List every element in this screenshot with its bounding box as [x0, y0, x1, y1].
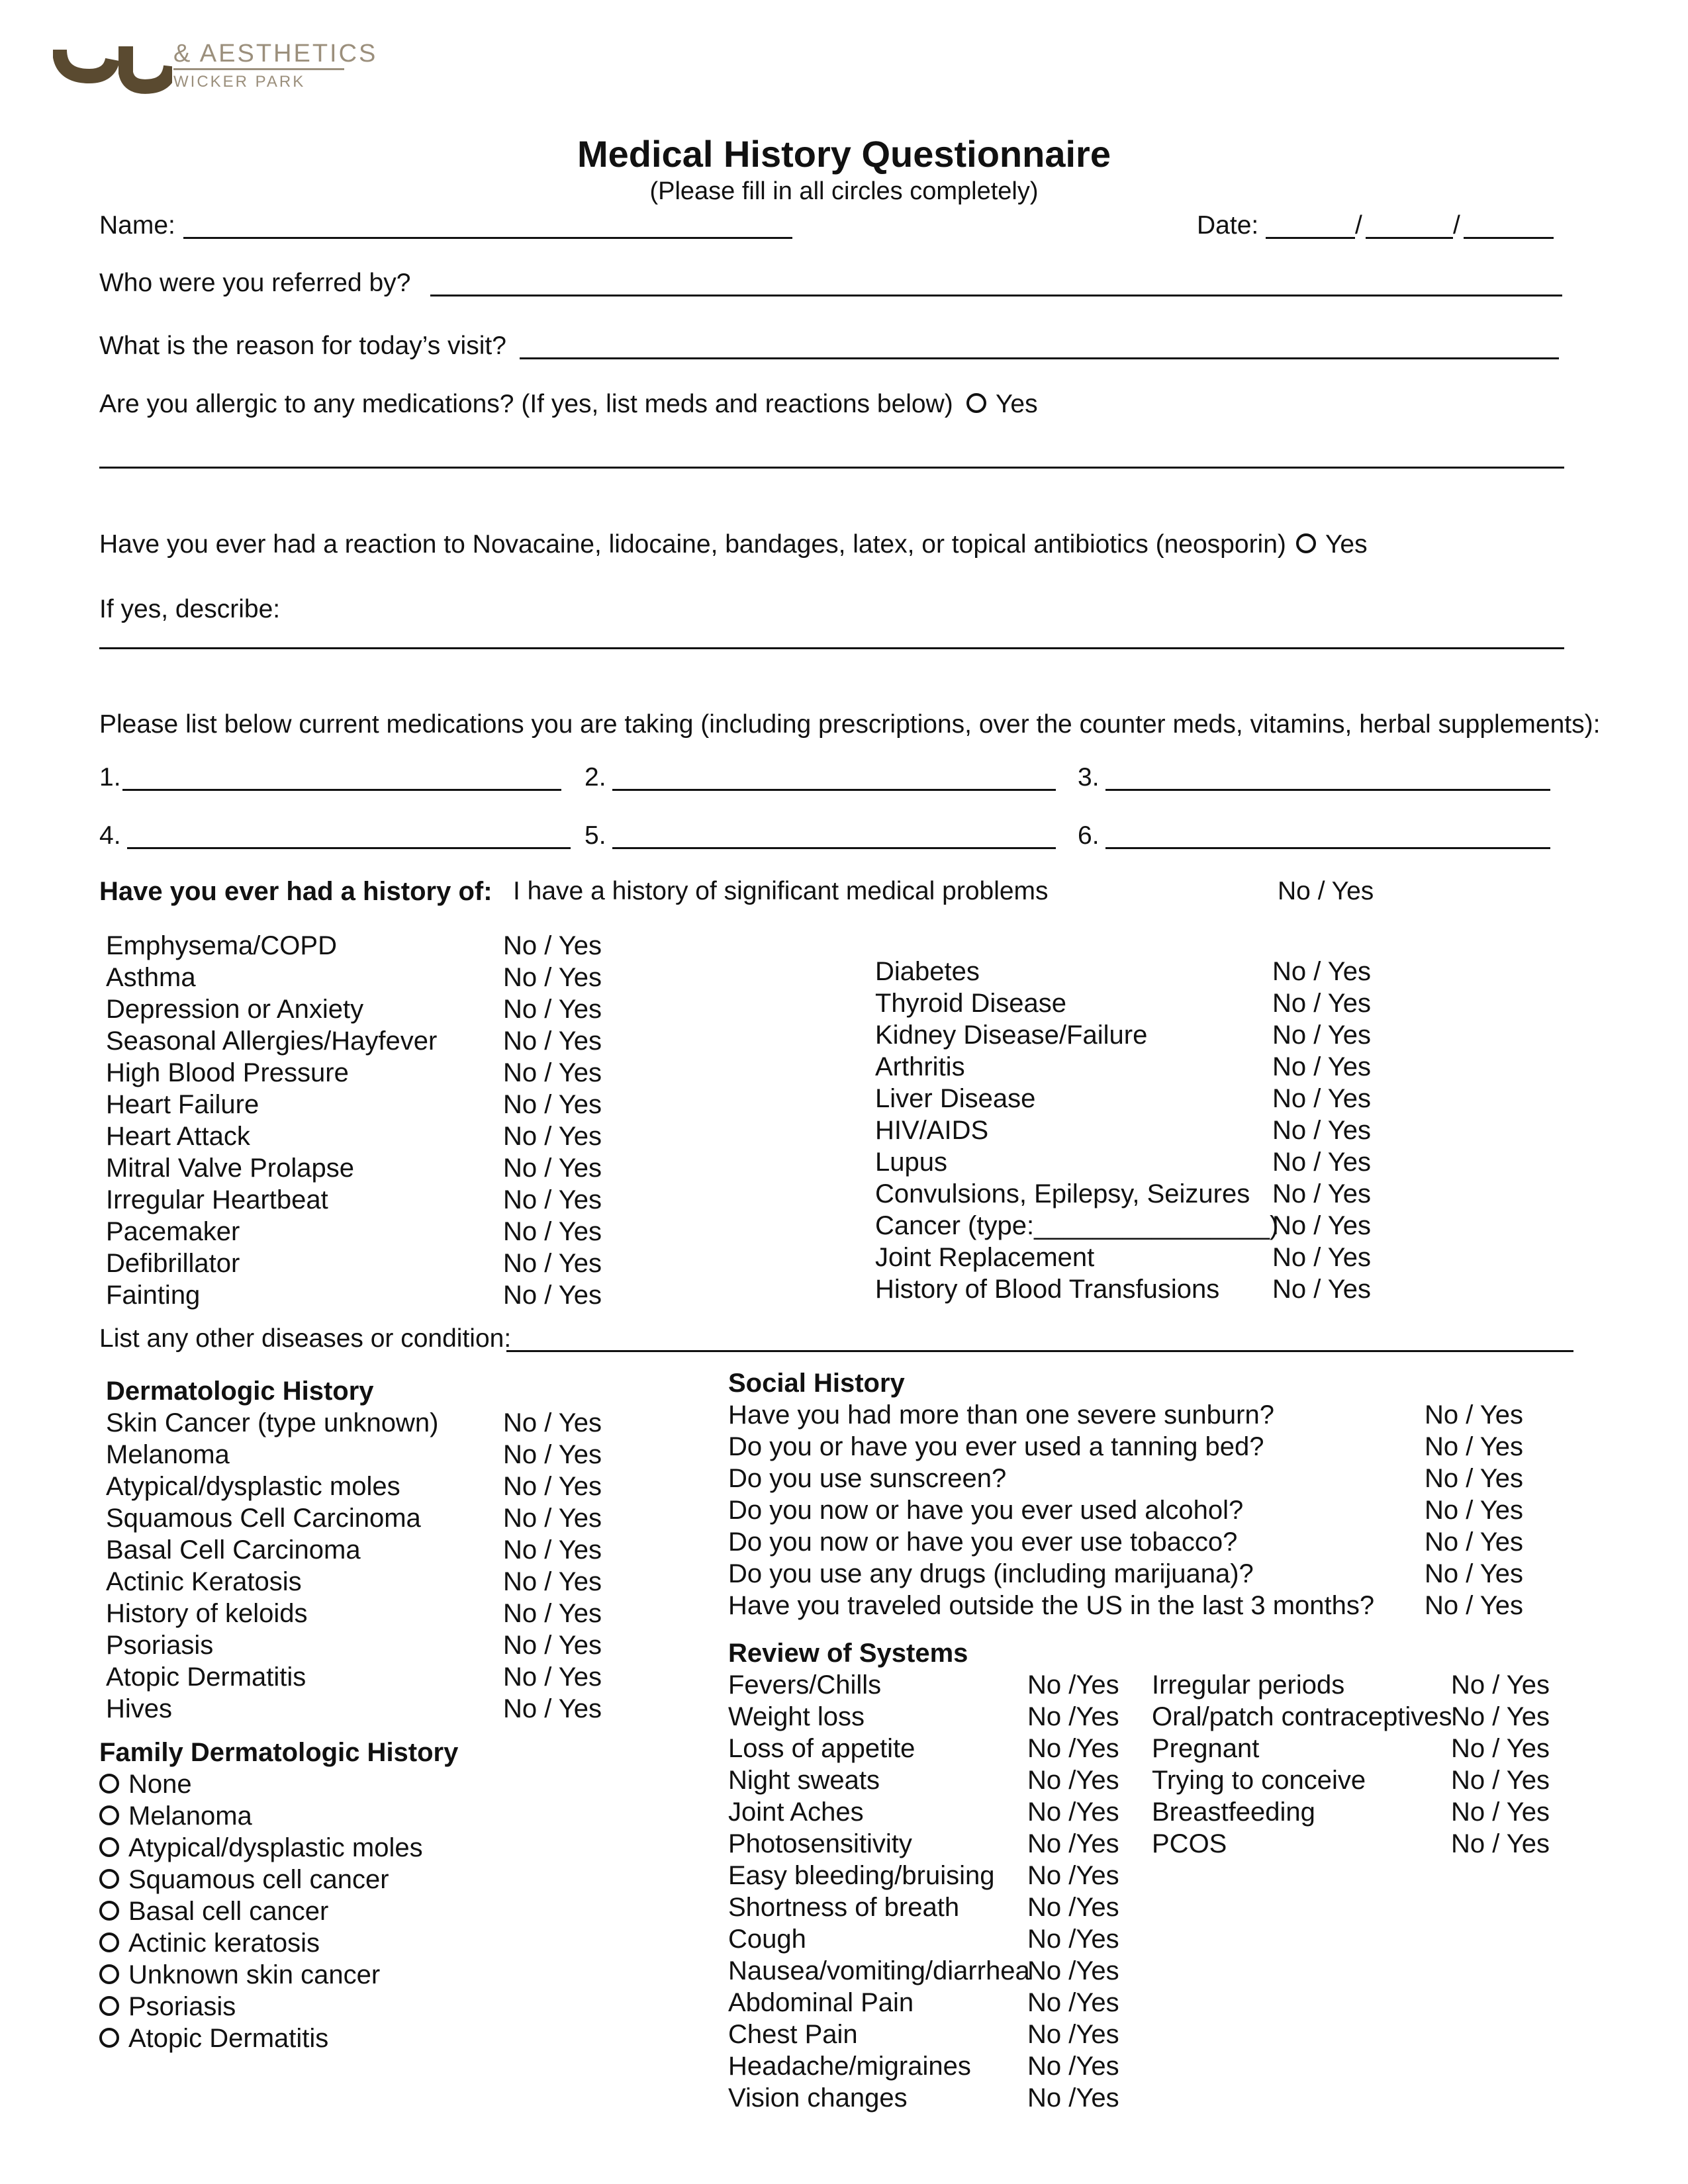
list-item: Asthma No / Yes — [106, 963, 602, 992]
list-item: Pregnant No / Yes — [1152, 1734, 1550, 1763]
yes-no-choice[interactable]: No / Yes — [503, 1185, 602, 1214]
yes-no-choice[interactable]: No /Yes — [1027, 2083, 1119, 2113]
med-number: 5. — [585, 821, 606, 850]
radio-circle-icon — [99, 1933, 119, 1952]
social-history-list — [728, 1399, 1523, 1621]
list-item: Heart Failure No / Yes — [106, 1090, 602, 1119]
family-history-option[interactable]: Melanoma — [99, 1800, 423, 1832]
yes-no-choice[interactable]: No / Yes — [1425, 1496, 1524, 1525]
list-item: Loss of appetite No /Yes — [728, 1734, 1119, 1763]
yes-no-choice[interactable]: No / Yes — [503, 1535, 602, 1565]
list-item: Easy bleeding/bruising No /Yes — [728, 1861, 1119, 1890]
list-item: Heart Attack No / Yes — [106, 1122, 602, 1151]
yes-no-choice[interactable]: No / Yes — [1425, 1527, 1524, 1557]
yes-no-choice[interactable]: No / Yes — [1425, 1559, 1524, 1588]
med-number: 1. — [99, 763, 121, 792]
list-item: Convulsions, Epilepsy, Seizures No / Yes — [875, 1179, 1372, 1208]
date-label: Date: — [1197, 211, 1259, 240]
list-item: Chest Pain No /Yes — [728, 2020, 1119, 2049]
yes-no-choice[interactable]: No / Yes — [1425, 1464, 1524, 1493]
yes-no-choice[interactable]: No / Yes — [1451, 1829, 1550, 1858]
list-item: Do you use sunscreen? No / Yes — [728, 1464, 1524, 1493]
medications-label: Please list below current medications you are taking (including prescriptions, over the counter meds, vitamins, herbal supplements): — [99, 710, 1601, 739]
allergic-label: Are you allergic to any medications? (If yes, list meds and reactions below) — [99, 390, 953, 418]
significant-problems-label: I have a history of significant medical problems — [513, 877, 1049, 905]
other-conditions-field[interactable] — [506, 1350, 1573, 1352]
page-subtitle: (Please fill in all circles completely) — [649, 177, 1039, 205]
yes-no-choice[interactable]: No / Yes — [503, 1026, 602, 1056]
list-item: Night sweats No /Yes — [728, 1766, 1119, 1795]
date-year-field[interactable] — [1464, 237, 1554, 239]
family-history-option[interactable]: Actinic keratosis — [99, 1927, 423, 1959]
yes-no-choice[interactable]: No / Yes — [1425, 1400, 1524, 1430]
yes-no-choice[interactable]: No / Yes — [503, 1631, 602, 1660]
yes-no-choice[interactable]: No /Yes — [1027, 1925, 1119, 1954]
list-item: Have you traveled outside the US in the last 3 months? No / Yes — [728, 1591, 1524, 1620]
radio-circle-icon — [99, 1869, 119, 1889]
family-history-list — [99, 1768, 423, 2054]
list-item: Melanoma No / Yes — [106, 1440, 602, 1469]
list-item: Do you now or have you ever used alcohol? No / Yes — [728, 1496, 1524, 1525]
list-item: Headache/migraines No /Yes — [728, 2052, 1119, 2081]
yes-no-choice[interactable]: No / Yes — [1272, 1084, 1372, 1113]
family-history-option[interactable]: Atopic Dermatitis — [99, 2023, 423, 2054]
list-item: Irregular periods No / Yes — [1152, 1670, 1550, 1700]
list-item: Liver Disease No / Yes — [875, 1084, 1372, 1113]
allergic-yes-option[interactable]: Yes — [966, 389, 1038, 420]
referred-label: Who were you referred by? — [99, 269, 411, 297]
list-item: Trying to conceive No / Yes — [1152, 1766, 1550, 1795]
list-item: Photosensitivity No /Yes — [728, 1829, 1119, 1858]
brand-name: & AESTHETICS — [173, 40, 378, 68]
family-history-option[interactable]: None — [99, 1768, 423, 1800]
list-item: Diabetes No / Yes — [875, 957, 1372, 986]
ros-left-list — [728, 1669, 1119, 2114]
yes-no-choice[interactable]: No /Yes — [1027, 1734, 1119, 1763]
yes-no-choice[interactable]: No / Yes — [503, 1504, 602, 1533]
list-item: Abdominal Pain No /Yes — [728, 1988, 1119, 2017]
list-item: Actinic Keratosis No / Yes — [106, 1567, 602, 1596]
list-item: Joint Aches No /Yes — [728, 1797, 1119, 1827]
yes-no-choice[interactable]: No / Yes — [1272, 1179, 1372, 1208]
list-item: Lupus No / Yes — [875, 1148, 1372, 1177]
yes-no-choice[interactable]: No / Yes — [1425, 1591, 1524, 1620]
history-heading: Have you ever had a history of: — [99, 877, 492, 906]
referred-field[interactable] — [430, 295, 1562, 296]
yes-no-choice[interactable]: No /Yes — [1027, 1797, 1119, 1827]
yes-no-choice[interactable]: No / Yes — [503, 1090, 602, 1119]
list-item: Mitral Valve Prolapse No / Yes — [106, 1154, 602, 1183]
yes-no-choice[interactable]: No /Yes — [1027, 1702, 1119, 1731]
medication-5-field[interactable] — [612, 847, 1056, 849]
yes-no-choice[interactable]: No / Yes — [503, 1662, 602, 1692]
list-item: HIV/AIDS No / Yes — [875, 1116, 1372, 1145]
med-number: 4. — [99, 821, 121, 850]
list-item: Have you had more than one severe sunburn? No / Yes — [728, 1400, 1524, 1430]
yes-no-choice[interactable]: No / Yes — [503, 1408, 602, 1437]
name-field[interactable] — [183, 237, 792, 239]
list-item: Basal Cell Carcinoma No / Yes — [106, 1535, 602, 1565]
yes-no-choice[interactable]: No / Yes — [503, 1217, 602, 1246]
yes-no-choice[interactable]: No /Yes — [1027, 1956, 1119, 1985]
list-item: Cancer (type:________________)No / Yes — [875, 1211, 1372, 1240]
family-history-option[interactable]: Unknown skin cancer — [99, 1959, 423, 1991]
yes-no-choice[interactable]: No / Yes — [503, 1122, 602, 1151]
describe-field[interactable] — [99, 647, 1564, 649]
med-number: 6. — [1078, 821, 1100, 850]
radio-circle-icon — [1296, 533, 1316, 553]
list-item: Seasonal Allergies/Hayfever No / Yes — [106, 1026, 602, 1056]
significant-problems-choice[interactable]: No / Yes — [1278, 877, 1374, 905]
yes-no-choice[interactable]: No / Yes — [1272, 1021, 1372, 1050]
list-item: Weight loss No /Yes — [728, 1702, 1119, 1731]
yes-no-choice[interactable]: No /Yes — [1027, 1766, 1119, 1795]
yes-no-choice[interactable]: No / Yes — [503, 1599, 602, 1628]
yes-no-choice[interactable]: No / Yes — [503, 1694, 602, 1723]
yes-no-choice[interactable]: No /Yes — [1027, 1988, 1119, 2017]
yes-no-choice[interactable]: No / Yes — [503, 1567, 602, 1596]
yes-no-choice[interactable]: No /Yes — [1027, 1861, 1119, 1890]
radio-circle-icon — [99, 1774, 119, 1794]
yes-no-choice[interactable]: No / Yes — [1272, 1148, 1372, 1177]
yes-no-choice[interactable]: No / Yes — [1451, 1670, 1550, 1700]
history-left-list — [106, 930, 602, 1311]
list-item: Vision changes No /Yes — [728, 2083, 1119, 2113]
radio-circle-icon — [99, 1901, 119, 1921]
reason-label: What is the reason for today’s visit? — [99, 332, 506, 360]
list-item: Oral/patch contraceptivesNo / Yes — [1152, 1702, 1550, 1731]
family-history-option[interactable]: Psoriasis — [99, 1991, 423, 2023]
yes-no-choice[interactable]: No /Yes — [1027, 2052, 1119, 2081]
list-item: Breastfeeding No / Yes — [1152, 1797, 1550, 1827]
derm-history-heading: Dermatologic History — [106, 1377, 374, 1406]
reason-field[interactable] — [520, 357, 1559, 359]
yes-no-choice[interactable]: No / Yes — [503, 1472, 602, 1501]
yes-no-choice[interactable]: No / Yes — [1451, 1766, 1550, 1795]
yes-no-choice[interactable]: No / Yes — [1451, 1734, 1550, 1763]
yes-no-choice[interactable]: No /Yes — [1027, 1893, 1119, 1922]
list-item: Hives No / Yes — [106, 1694, 602, 1723]
radio-circle-icon — [99, 2028, 119, 2048]
yes-no-choice[interactable]: No / Yes — [503, 1440, 602, 1469]
yes-no-choice[interactable]: No /Yes — [1027, 2020, 1119, 2049]
radio-circle-icon — [99, 1837, 119, 1857]
list-item: Defibrillator No / Yes — [106, 1249, 602, 1278]
list-item: Shortness of breath No /Yes — [728, 1893, 1119, 1922]
family-history-option[interactable]: Squamous cell cancer — [99, 1864, 423, 1895]
list-item: Do you or have you ever used a tanning bed? No / Yes — [728, 1432, 1524, 1461]
review-of-systems-heading: Review of Systems — [728, 1639, 968, 1668]
yes-no-choice[interactable]: No / Yes — [1272, 957, 1372, 986]
family-history-heading: Family Dermatologic History — [99, 1738, 459, 1767]
list-item: Do you now or have you ever use tobacco? No / Yes — [728, 1527, 1524, 1557]
list-item: Do you use any drugs (including marijuana)? No / Yes — [728, 1559, 1524, 1588]
list-item: Arthritis No / Yes — [875, 1052, 1372, 1081]
ros-right-list — [1152, 1669, 1550, 1860]
list-item: Squamous Cell Carcinoma No / Yes — [106, 1504, 602, 1533]
yes-no-choice[interactable]: No / Yes — [1425, 1432, 1524, 1461]
reaction-yes-option[interactable]: Yes — [1296, 529, 1368, 560]
date-separator: / — [1453, 211, 1460, 240]
medication-6-field[interactable] — [1105, 847, 1550, 849]
list-item: History of Blood Transfusions No / Yes — [875, 1275, 1372, 1304]
yes-no-choice[interactable]: No / Yes — [1272, 1211, 1372, 1240]
medication-3-field[interactable] — [1105, 789, 1550, 791]
medication-4-field[interactable] — [127, 847, 571, 849]
yes-no-choice[interactable]: No / Yes — [1272, 1243, 1372, 1272]
date-month-field[interactable] — [1266, 237, 1355, 239]
yes-no-choice[interactable]: No / Yes — [1272, 1275, 1372, 1304]
brand-location: WICKER PARK — [173, 73, 306, 91]
yes-no-choice[interactable]: No / Yes — [1451, 1702, 1550, 1731]
yes-no-choice[interactable]: No / Yes — [503, 1154, 602, 1183]
list-item: Fevers/Chills No /Yes — [728, 1670, 1119, 1700]
list-item: Cough No /Yes — [728, 1925, 1119, 1954]
list-item: Kidney Disease/Failure No / Yes — [875, 1021, 1372, 1050]
list-item: Nausea/vomiting/diarrheaNo /Yes — [728, 1956, 1119, 1985]
yes-no-choice[interactable]: No / Yes — [1451, 1797, 1550, 1827]
radio-circle-icon — [99, 1805, 119, 1825]
yes-no-choice[interactable]: No / Yes — [503, 995, 602, 1024]
date-day-field[interactable] — [1366, 237, 1453, 239]
medication-1-field[interactable] — [122, 789, 561, 791]
yes-no-choice[interactable]: No / Yes — [1272, 989, 1372, 1018]
med-number: 2. — [585, 763, 606, 792]
list-item: Fainting No / Yes — [106, 1281, 602, 1310]
list-item: High Blood Pressure No / Yes — [106, 1058, 602, 1087]
social-history-heading: Social History — [728, 1369, 905, 1398]
allergic-details-field[interactable] — [99, 467, 1564, 469]
yes-no-choice[interactable]: No / Yes — [503, 1281, 602, 1310]
date-separator: / — [1355, 211, 1362, 240]
list-item: History of keloids No / Yes — [106, 1599, 602, 1628]
yes-no-choice[interactable]: No / Yes — [503, 1249, 602, 1278]
history-right-list — [875, 956, 1371, 1305]
yes-no-choice[interactable]: No /Yes — [1027, 1829, 1119, 1858]
yes-no-choice[interactable]: No / Yes — [1272, 1116, 1372, 1145]
radio-circle-icon — [99, 1964, 119, 1984]
list-item: Skin Cancer (type unknown) No / Yes — [106, 1408, 602, 1437]
yes-no-choice[interactable]: No / Yes — [503, 931, 602, 960]
name-label: Name: — [99, 211, 175, 240]
yes-no-choice[interactable]: No / Yes — [1272, 1052, 1372, 1081]
yes-no-choice[interactable]: No / Yes — [503, 1058, 602, 1087]
list-item: Atopic Dermatitis No / Yes — [106, 1662, 602, 1692]
list-item: Emphysema/COPD No / Yes — [106, 931, 602, 960]
radio-circle-icon — [966, 393, 986, 413]
reaction-label: Have you ever had a reaction to Novacaine, lidocaine, bandages, latex, or topical antibiotics (neosporin) — [99, 530, 1286, 559]
medication-2-field[interactable] — [612, 789, 1056, 791]
list-item: Thyroid Disease No / Yes — [875, 989, 1372, 1018]
list-item: Irregular Heartbeat No / Yes — [106, 1185, 602, 1214]
yes-no-choice[interactable]: No / Yes — [503, 963, 602, 992]
yes-no-choice[interactable]: No /Yes — [1027, 1670, 1119, 1700]
radio-circle-icon — [99, 1996, 119, 2016]
list-item: Depression or Anxiety No / Yes — [106, 995, 602, 1024]
list-item: Psoriasis No / Yes — [106, 1631, 602, 1660]
list-item: Pacemaker No / Yes — [106, 1217, 602, 1246]
brand-divider — [173, 68, 344, 70]
family-history-option[interactable]: Atypical/dysplastic moles — [99, 1832, 423, 1864]
list-item: Atypical/dysplastic moles No / Yes — [106, 1472, 602, 1501]
list-item: Joint Replacement No / Yes — [875, 1243, 1372, 1272]
family-history-option[interactable]: Basal cell cancer — [99, 1895, 423, 1927]
practice-logo — [53, 40, 172, 99]
list-item: PCOS No / Yes — [1152, 1829, 1550, 1858]
med-number: 3. — [1078, 763, 1100, 792]
describe-label: If yes, describe: — [99, 595, 281, 623]
page-title: Medical History Questionnaire — [577, 133, 1111, 175]
derm-history-list — [106, 1407, 602, 1725]
other-conditions-label: List any other diseases or condition: — [99, 1324, 512, 1353]
